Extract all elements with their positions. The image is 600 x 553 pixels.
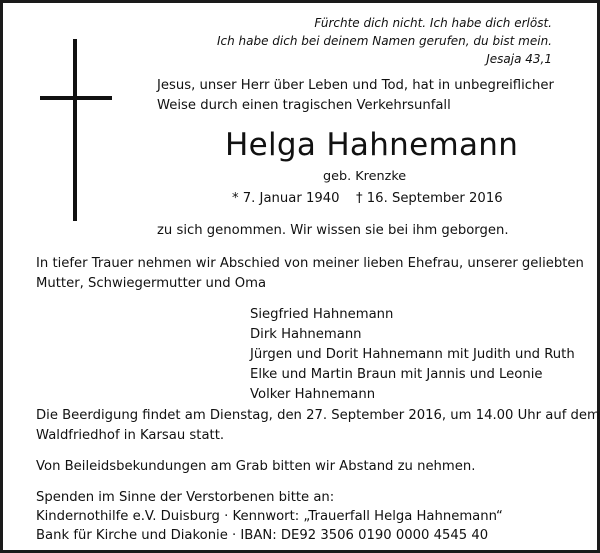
donation-line-1: Spenden im Sinne der Verstorbenen bitte an: [36,490,335,505]
mourning-line-1: In tiefer Trauer nehmen wir Abschied von meiner lieben Ehefrau, unserer geliebten [36,256,584,271]
birth-name: geb. Krenzke [323,169,407,184]
family-member: Volker Hahnemann [250,387,376,402]
family-member: Dirk Hahnemann [250,327,362,342]
funeral-line-2: Waldfriedhof in Karsau statt. [36,428,225,443]
bible-quote-source: Jesaja 43,1 [486,52,552,66]
family-member: Siegfried Hahnemann [250,307,394,322]
donation-line-2: Kindernothilfe e.V. Duisburg · Kennwort: „Trauerfall Helga Hahnemann“ [36,509,503,524]
bible-quote-line-1: Fürchte dich nicht. Ich habe dich erlöst. [314,16,552,30]
donation-line-3: Bank für Kirche und Diakonie · IBAN: DE92 3506 0190 0000 4545 40 [36,528,489,543]
bible-quote-line-2: Ich habe dich bei deinem Namen gerufen, du bist mein. [216,34,552,48]
date-of-death: † 16. September 2016 [356,191,503,206]
cross-icon [73,39,77,221]
family-member: Jürgen und Dorit Hahnemann mit Judith und Ruth [250,347,575,362]
mourning-line-2: Mutter, Schwiegermutter und Oma [36,276,267,291]
outro-text: zu sich genommen. Wir wissen sie bei ihm geborgen. [157,223,509,238]
deceased-name: Helga Hahnemann [225,127,519,163]
condolence-note: Von Beileidsbekundungen am Grab bitten wir Abstand zu nehmen. [36,459,476,474]
funeral-line-1: Die Beerdigung findet am Dienstag, den 27. September 2016, um 14.00 Uhr auf dem [36,408,600,423]
family-member: Elke und Martin Braun mit Jannis und Leonie [250,367,543,382]
intro-line-1: Jesus, unser Herr über Leben und Tod, hat in unbegreiflicher [157,78,554,93]
cross-icon-bar [40,96,112,100]
date-of-birth: * 7. Januar 1940 [232,191,340,206]
intro-line-2: Weise durch einen tragischen Verkehrsunfall [157,98,451,113]
